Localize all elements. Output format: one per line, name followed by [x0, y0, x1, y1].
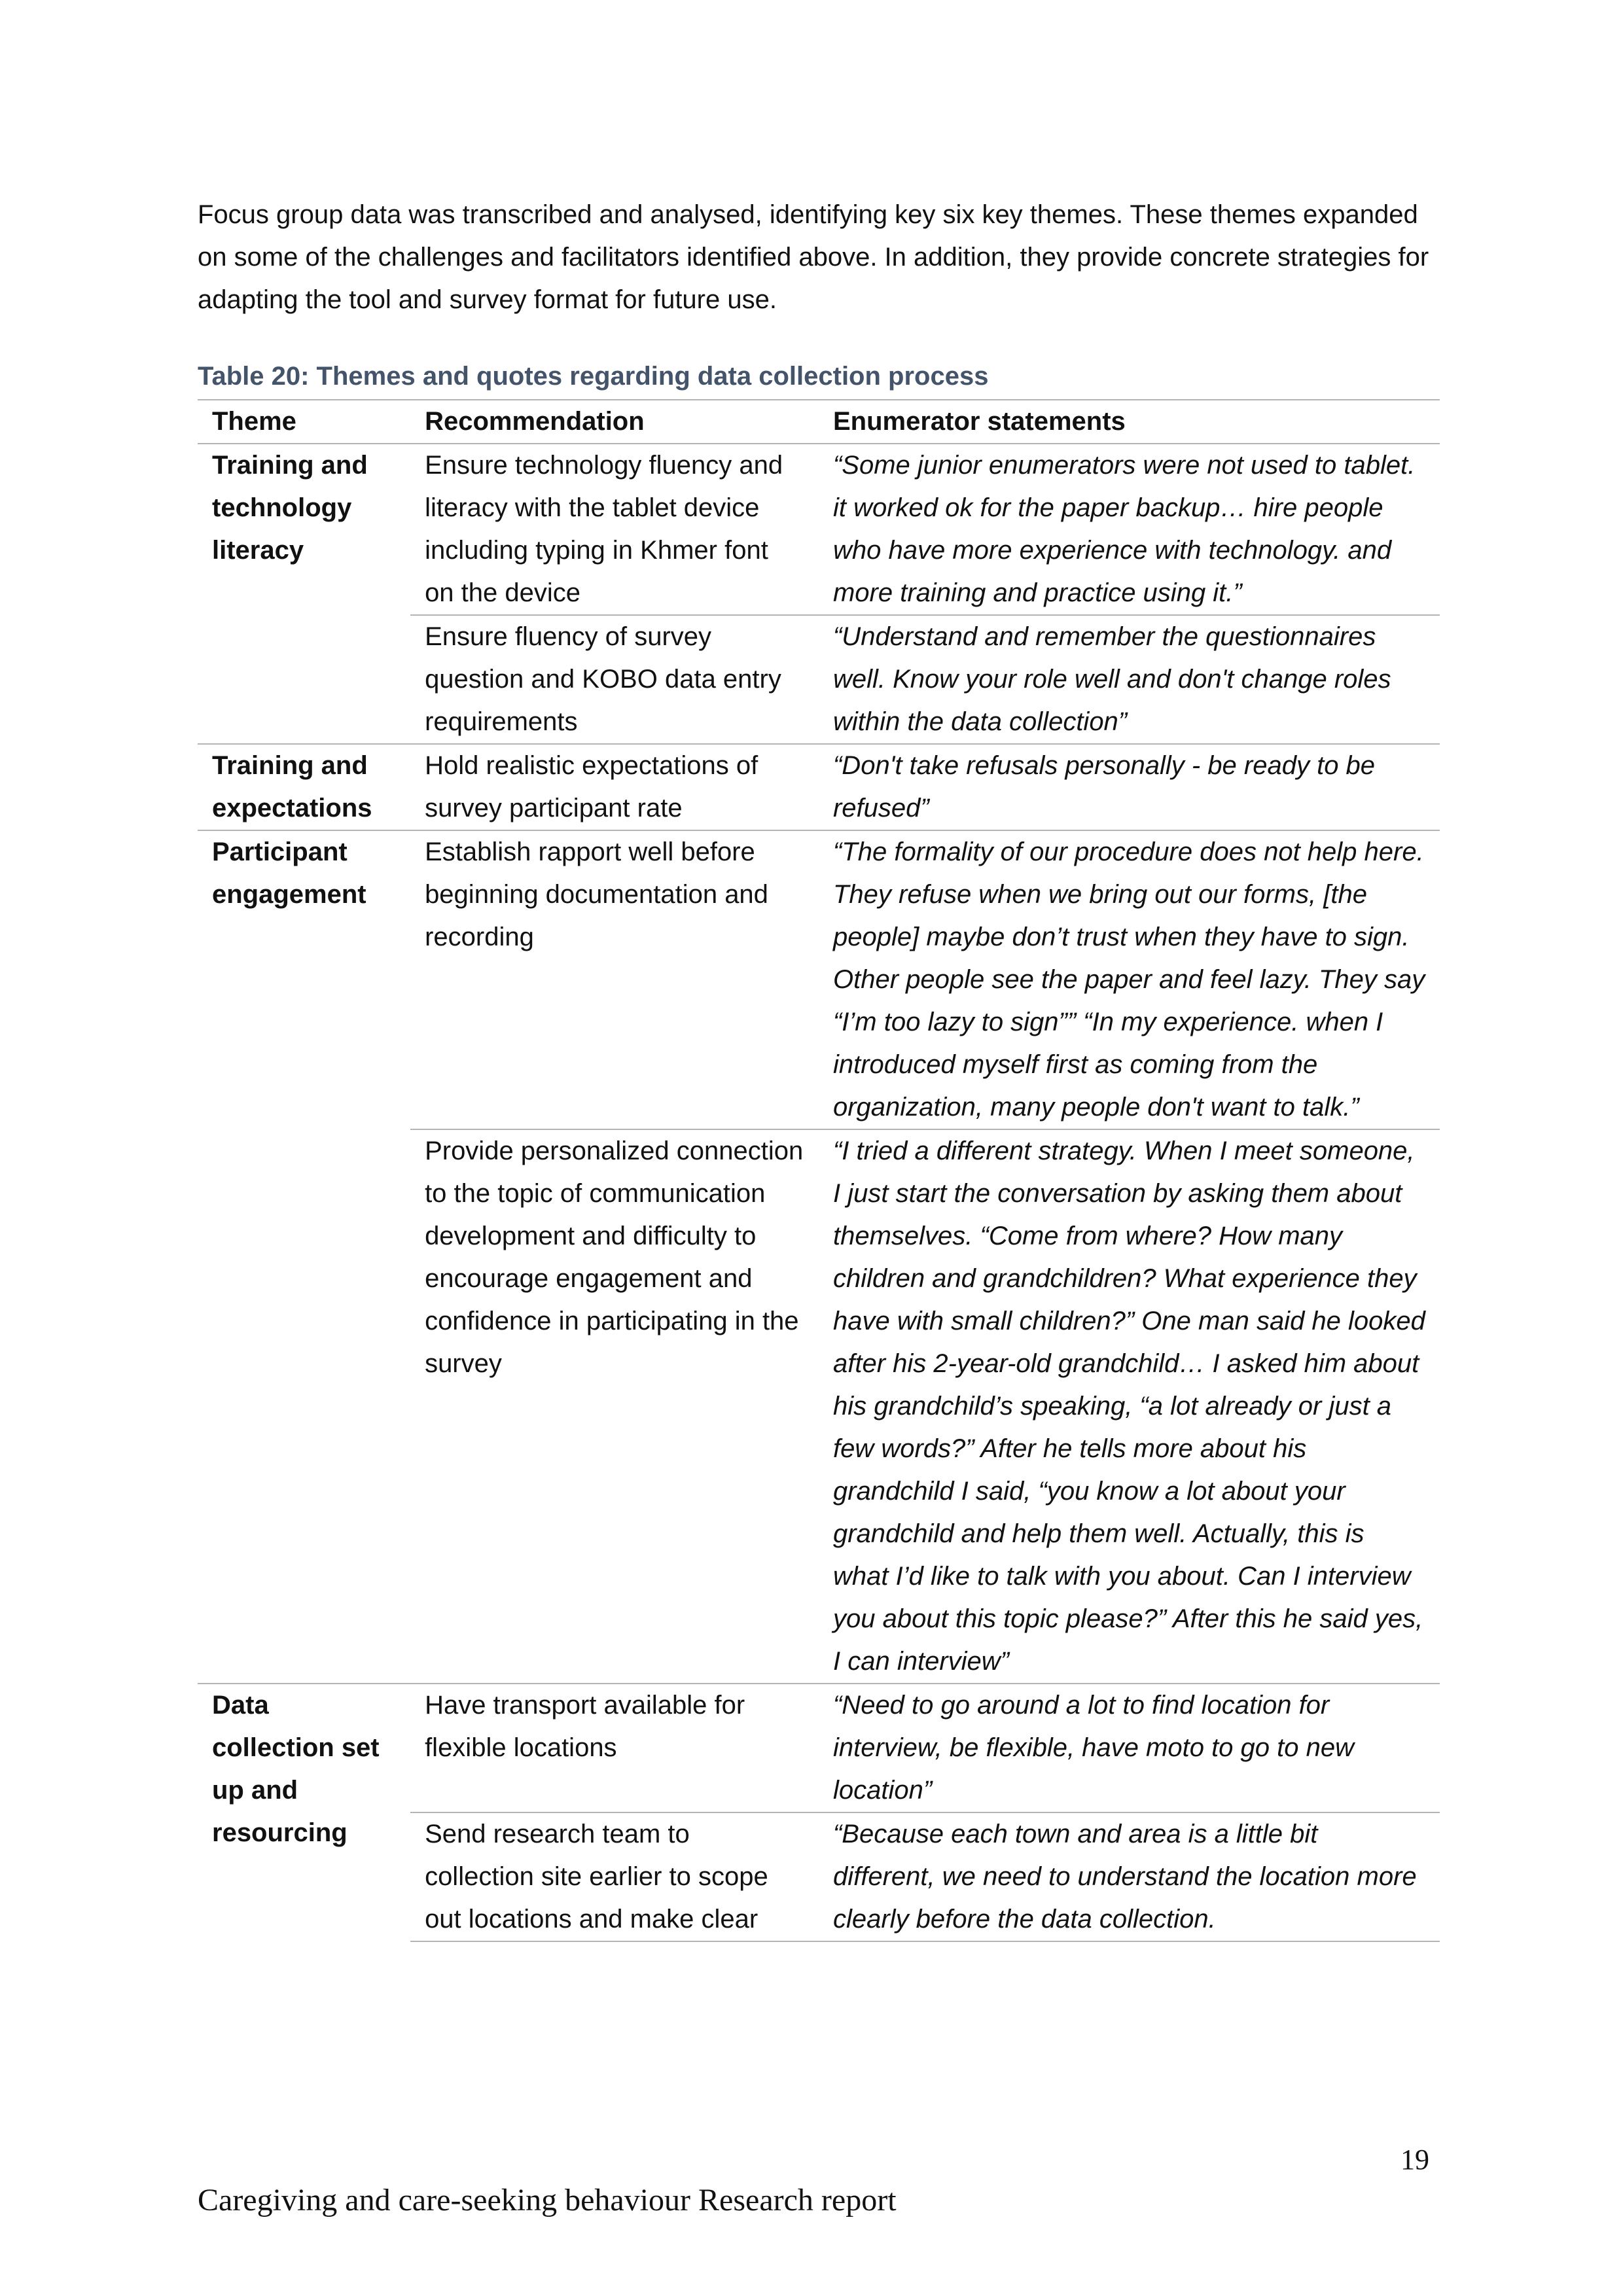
- statement-cell: “I tried a different strategy. When I meet someone, I just start the conversation by asking them about themselves. “Come from where? How many children and grandchildren? What experience they have with small children?” One man said he looked after his 2-year-old grandchild… I asked him about his grandchild’s speaking, “a lot already or just a few words?” After he tells more about his grandchild I said, “you know a lot about your grandchild and help them well. Actually, this is what I’d like to talk with you about. Can I interview you about this topic please?” After this he said yes, I can interview”: [819, 1129, 1440, 1684]
- theme-cell: Training and expectations: [198, 744, 410, 830]
- header-theme: Theme: [198, 400, 410, 444]
- recommendation-cell: Ensure technology fluency and literacy with the tablet device including typing in Khmer font on the device: [425, 451, 783, 607]
- recommendation-cell: Provide personalized connection to the topic of communication development and difficulty to encourage engagement and confidence in participating in the survey: [410, 1129, 819, 1684]
- statement-cell: “Don't take refusals personally - be ready to be refused”: [819, 744, 1440, 830]
- table-header-row: [198, 400, 1440, 444]
- statement-cell: “Some junior enumerators were not used to tablet. it worked ok for the paper backup… hire people who have more experience with technology. and more training and practice using it.”: [832, 451, 1416, 607]
- footer-title: Caregiving and care-seeking behaviour Research report: [198, 2183, 897, 2217]
- recommendation-cell: Ensure fluency of survey question and KOBO data entry requirements: [410, 615, 819, 744]
- header-statements: Enumerator statements: [819, 400, 1440, 444]
- statement-cell: “Understand and remember the questionnaires well. Know your role well and don't change roles within the data collection”: [819, 615, 1440, 744]
- recommendation-cell: Establish rapport well before beginning documentation and recording: [410, 830, 819, 1129]
- table-row: [198, 444, 1440, 615]
- themes-table: [198, 399, 1440, 1942]
- theme-cell: Data collection set up and resourcing: [198, 1684, 410, 1941]
- table-row: [198, 1684, 1440, 1812]
- table-row: [198, 830, 1440, 1129]
- table-row: [198, 744, 1440, 830]
- header-recommendation: Recommendation: [410, 400, 819, 444]
- page-number: 19: [1400, 2144, 1429, 2176]
- statement-cell: “The formality of our procedure does not help here. They refuse when we bring out our forms, [the people] maybe don’t trust when they have to sign. Other people see the paper and feel lazy. They say “I’m too lazy to sign”” “In my experience. when I introduced myself first as coming from the organization, many people don't want to talk.”: [819, 830, 1440, 1129]
- intro-paragraph: Focus group data was transcribed and analysed, identifying key six key themes. These themes expanded on some of the challenges and facilitators identified above. In addition, they provide concrete strategies for adapting the tool and survey format for future use.: [198, 200, 1429, 314]
- theme-cell: Participant engagement: [198, 830, 410, 1684]
- statement-cell: “Because each town and area is a little bit different, we need to understand the location more clearly before the data collection.: [819, 1812, 1440, 1941]
- theme-cell: Training and technology literacy: [212, 451, 368, 565]
- statement-cell: “Need to go around a lot to find location for interview, be flexible, have moto to go to new location”: [819, 1684, 1440, 1812]
- recommendation-cell: Send research team to collection site earlier to scope out locations and make clear: [410, 1812, 819, 1941]
- recommendation-cell: Have transport available for flexible locations: [410, 1684, 819, 1812]
- recommendation-cell: Hold realistic expectations of survey participant rate: [410, 744, 819, 830]
- table-caption: Table 20: Themes and quotes regarding data collection process: [198, 362, 989, 391]
